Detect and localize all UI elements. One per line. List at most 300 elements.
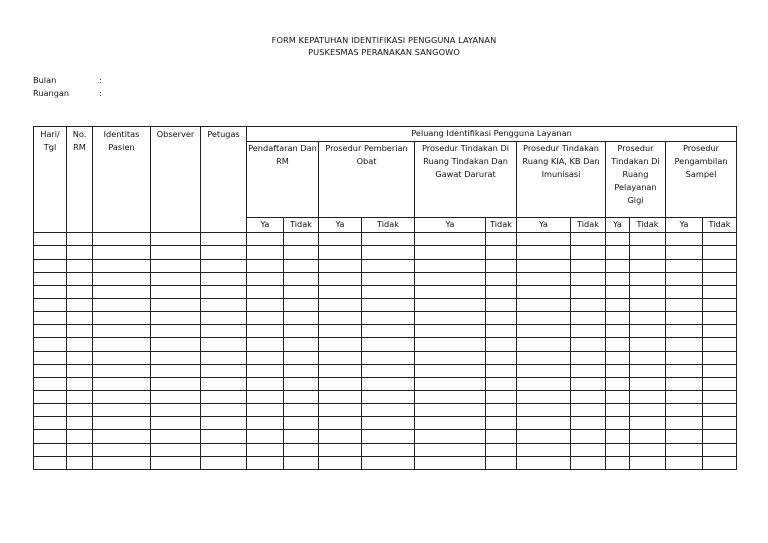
table-cell[interactable] bbox=[362, 443, 415, 456]
table-cell[interactable] bbox=[415, 456, 486, 469]
table-cell[interactable] bbox=[319, 417, 362, 430]
table-cell[interactable] bbox=[284, 364, 319, 377]
table-cell[interactable] bbox=[606, 377, 630, 390]
table-cell[interactable] bbox=[284, 246, 319, 259]
table-cell[interactable] bbox=[606, 312, 630, 325]
table-cell[interactable] bbox=[201, 338, 247, 351]
table-cell[interactable] bbox=[93, 417, 151, 430]
table-cell[interactable] bbox=[34, 338, 67, 351]
table-cell[interactable] bbox=[284, 390, 319, 403]
table-cell[interactable] bbox=[67, 404, 93, 417]
table-cell[interactable] bbox=[34, 430, 67, 443]
table-cell[interactable] bbox=[247, 272, 284, 285]
table-cell[interactable] bbox=[703, 299, 737, 312]
table-cell[interactable] bbox=[151, 404, 201, 417]
table-cell[interactable] bbox=[415, 233, 486, 246]
table-cell[interactable] bbox=[703, 272, 737, 285]
table-cell[interactable] bbox=[151, 299, 201, 312]
table-cell[interactable] bbox=[319, 259, 362, 272]
table-cell[interactable] bbox=[201, 233, 247, 246]
table-cell[interactable] bbox=[362, 456, 415, 469]
table-cell[interactable] bbox=[571, 364, 606, 377]
table-cell[interactable] bbox=[666, 259, 703, 272]
table-cell[interactable] bbox=[362, 259, 415, 272]
table-cell[interactable] bbox=[666, 299, 703, 312]
table-cell[interactable] bbox=[666, 456, 703, 469]
table-cell[interactable] bbox=[201, 272, 247, 285]
table-cell[interactable] bbox=[630, 285, 666, 298]
table-cell[interactable] bbox=[517, 417, 571, 430]
table-cell[interactable] bbox=[284, 285, 319, 298]
table-cell[interactable] bbox=[67, 259, 93, 272]
table-cell[interactable] bbox=[415, 351, 486, 364]
table-cell[interactable] bbox=[319, 233, 362, 246]
table-cell[interactable] bbox=[630, 233, 666, 246]
table-cell[interactable] bbox=[362, 404, 415, 417]
table-cell[interactable] bbox=[486, 404, 517, 417]
table-cell[interactable] bbox=[415, 404, 486, 417]
table-cell[interactable] bbox=[666, 272, 703, 285]
table-cell[interactable] bbox=[606, 285, 630, 298]
table-cell[interactable] bbox=[486, 285, 517, 298]
table-cell[interactable] bbox=[34, 325, 67, 338]
table-cell[interactable] bbox=[247, 338, 284, 351]
table-cell[interactable] bbox=[571, 390, 606, 403]
table-cell[interactable] bbox=[284, 272, 319, 285]
table-cell[interactable] bbox=[362, 390, 415, 403]
table-cell[interactable] bbox=[703, 246, 737, 259]
table-cell[interactable] bbox=[151, 456, 201, 469]
table-cell[interactable] bbox=[201, 351, 247, 364]
table-cell[interactable] bbox=[486, 377, 517, 390]
table-cell[interactable] bbox=[703, 456, 737, 469]
table-cell[interactable] bbox=[517, 312, 571, 325]
table-cell[interactable] bbox=[67, 417, 93, 430]
table-cell[interactable] bbox=[362, 338, 415, 351]
table-cell[interactable] bbox=[247, 443, 284, 456]
table-cell[interactable] bbox=[247, 246, 284, 259]
table-cell[interactable] bbox=[93, 325, 151, 338]
table-cell[interactable] bbox=[93, 351, 151, 364]
table-cell[interactable] bbox=[666, 430, 703, 443]
table-cell[interactable] bbox=[630, 417, 666, 430]
table-cell[interactable] bbox=[284, 404, 319, 417]
table-cell[interactable] bbox=[571, 351, 606, 364]
table-cell[interactable] bbox=[630, 272, 666, 285]
table-cell[interactable] bbox=[151, 338, 201, 351]
table-cell[interactable] bbox=[666, 233, 703, 246]
table-cell[interactable] bbox=[517, 456, 571, 469]
table-cell[interactable] bbox=[666, 351, 703, 364]
table-cell[interactable] bbox=[666, 246, 703, 259]
table-cell[interactable] bbox=[571, 272, 606, 285]
table-cell[interactable] bbox=[34, 299, 67, 312]
table-cell[interactable] bbox=[93, 456, 151, 469]
table-cell[interactable] bbox=[571, 259, 606, 272]
table-cell[interactable] bbox=[284, 233, 319, 246]
table-cell[interactable] bbox=[319, 272, 362, 285]
table-cell[interactable] bbox=[606, 299, 630, 312]
table-cell[interactable] bbox=[486, 443, 517, 456]
table-cell[interactable] bbox=[319, 246, 362, 259]
table-cell[interactable] bbox=[486, 299, 517, 312]
table-cell[interactable] bbox=[517, 299, 571, 312]
table-cell[interactable] bbox=[151, 233, 201, 246]
table-cell[interactable] bbox=[93, 390, 151, 403]
table-cell[interactable] bbox=[517, 364, 571, 377]
table-cell[interactable] bbox=[606, 364, 630, 377]
table-cell[interactable] bbox=[486, 430, 517, 443]
table-cell[interactable] bbox=[415, 338, 486, 351]
table-cell[interactable] bbox=[415, 272, 486, 285]
table-cell[interactable] bbox=[247, 456, 284, 469]
table-cell[interactable] bbox=[284, 443, 319, 456]
table-cell[interactable] bbox=[93, 312, 151, 325]
table-cell[interactable] bbox=[247, 430, 284, 443]
table-cell[interactable] bbox=[93, 404, 151, 417]
table-cell[interactable] bbox=[67, 351, 93, 364]
table-cell[interactable] bbox=[517, 246, 571, 259]
table-cell[interactable] bbox=[151, 312, 201, 325]
table-cell[interactable] bbox=[486, 312, 517, 325]
table-cell[interactable] bbox=[93, 299, 151, 312]
table-cell[interactable] bbox=[67, 364, 93, 377]
table-cell[interactable] bbox=[415, 312, 486, 325]
table-cell[interactable] bbox=[630, 299, 666, 312]
table-cell[interactable] bbox=[486, 246, 517, 259]
table-cell[interactable] bbox=[319, 443, 362, 456]
table-cell[interactable] bbox=[486, 456, 517, 469]
table-cell[interactable] bbox=[606, 443, 630, 456]
table-cell[interactable] bbox=[34, 456, 67, 469]
table-cell[interactable] bbox=[201, 364, 247, 377]
table-cell[interactable] bbox=[34, 364, 67, 377]
table-cell[interactable] bbox=[517, 338, 571, 351]
table-cell[interactable] bbox=[666, 325, 703, 338]
table-cell[interactable] bbox=[666, 338, 703, 351]
table-cell[interactable] bbox=[247, 299, 284, 312]
table-cell[interactable] bbox=[67, 456, 93, 469]
table-cell[interactable] bbox=[93, 285, 151, 298]
table-cell[interactable] bbox=[630, 364, 666, 377]
table-cell[interactable] bbox=[93, 377, 151, 390]
table-cell[interactable] bbox=[151, 246, 201, 259]
table-cell[interactable] bbox=[630, 377, 666, 390]
table-cell[interactable] bbox=[201, 299, 247, 312]
table-cell[interactable] bbox=[666, 285, 703, 298]
table-cell[interactable] bbox=[247, 285, 284, 298]
table-cell[interactable] bbox=[606, 417, 630, 430]
table-cell[interactable] bbox=[703, 417, 737, 430]
table-cell[interactable] bbox=[319, 351, 362, 364]
table-cell[interactable] bbox=[571, 325, 606, 338]
table-cell[interactable] bbox=[606, 246, 630, 259]
table-cell[interactable] bbox=[362, 364, 415, 377]
table-cell[interactable] bbox=[151, 377, 201, 390]
table-cell[interactable] bbox=[486, 259, 517, 272]
table-cell[interactable] bbox=[319, 325, 362, 338]
table-cell[interactable] bbox=[247, 364, 284, 377]
table-cell[interactable] bbox=[630, 338, 666, 351]
table-cell[interactable] bbox=[606, 233, 630, 246]
table-cell[interactable] bbox=[517, 285, 571, 298]
table-cell[interactable] bbox=[93, 443, 151, 456]
table-cell[interactable] bbox=[247, 259, 284, 272]
table-cell[interactable] bbox=[93, 430, 151, 443]
table-cell[interactable] bbox=[67, 312, 93, 325]
table-cell[interactable] bbox=[247, 404, 284, 417]
table-cell[interactable] bbox=[571, 456, 606, 469]
table-cell[interactable] bbox=[201, 443, 247, 456]
table-cell[interactable] bbox=[571, 338, 606, 351]
table-cell[interactable] bbox=[362, 430, 415, 443]
table-cell[interactable] bbox=[201, 312, 247, 325]
table-cell[interactable] bbox=[666, 404, 703, 417]
table-cell[interactable] bbox=[93, 338, 151, 351]
table-cell[interactable] bbox=[606, 272, 630, 285]
table-cell[interactable] bbox=[362, 377, 415, 390]
table-cell[interactable] bbox=[703, 338, 737, 351]
table-cell[interactable] bbox=[201, 246, 247, 259]
table-cell[interactable] bbox=[362, 233, 415, 246]
table-cell[interactable] bbox=[571, 417, 606, 430]
table-cell[interactable] bbox=[630, 456, 666, 469]
table-cell[interactable] bbox=[34, 233, 67, 246]
table-cell[interactable] bbox=[319, 299, 362, 312]
table-cell[interactable] bbox=[201, 377, 247, 390]
table-cell[interactable] bbox=[247, 417, 284, 430]
table-cell[interactable] bbox=[67, 443, 93, 456]
table-cell[interactable] bbox=[517, 404, 571, 417]
table-cell[interactable] bbox=[703, 325, 737, 338]
table-cell[interactable] bbox=[34, 285, 67, 298]
table-cell[interactable] bbox=[67, 299, 93, 312]
table-cell[interactable] bbox=[67, 430, 93, 443]
table-cell[interactable] bbox=[34, 246, 67, 259]
table-cell[interactable] bbox=[93, 233, 151, 246]
table-cell[interactable] bbox=[67, 338, 93, 351]
table-cell[interactable] bbox=[247, 312, 284, 325]
table-cell[interactable] bbox=[415, 299, 486, 312]
table-cell[interactable] bbox=[486, 338, 517, 351]
table-cell[interactable] bbox=[415, 377, 486, 390]
table-cell[interactable] bbox=[703, 312, 737, 325]
table-cell[interactable] bbox=[284, 351, 319, 364]
table-cell[interactable] bbox=[666, 377, 703, 390]
table-cell[interactable] bbox=[67, 285, 93, 298]
table-cell[interactable] bbox=[362, 272, 415, 285]
table-cell[interactable] bbox=[415, 443, 486, 456]
table-cell[interactable] bbox=[517, 233, 571, 246]
table-cell[interactable] bbox=[319, 364, 362, 377]
table-cell[interactable] bbox=[34, 351, 67, 364]
table-cell[interactable] bbox=[517, 272, 571, 285]
table-cell[interactable] bbox=[151, 351, 201, 364]
table-cell[interactable] bbox=[93, 364, 151, 377]
table-cell[interactable] bbox=[284, 377, 319, 390]
table-cell[interactable] bbox=[517, 325, 571, 338]
table-cell[interactable] bbox=[606, 259, 630, 272]
table-cell[interactable] bbox=[571, 285, 606, 298]
table-cell[interactable] bbox=[151, 390, 201, 403]
table-cell[interactable] bbox=[247, 351, 284, 364]
table-cell[interactable] bbox=[606, 456, 630, 469]
table-cell[interactable] bbox=[517, 443, 571, 456]
table-cell[interactable] bbox=[247, 325, 284, 338]
table-cell[interactable] bbox=[34, 259, 67, 272]
table-cell[interactable] bbox=[201, 259, 247, 272]
table-cell[interactable] bbox=[517, 259, 571, 272]
table-cell[interactable] bbox=[630, 351, 666, 364]
table-cell[interactable] bbox=[666, 312, 703, 325]
table-cell[interactable] bbox=[571, 430, 606, 443]
table-cell[interactable] bbox=[34, 417, 67, 430]
table-cell[interactable] bbox=[571, 246, 606, 259]
table-cell[interactable] bbox=[34, 404, 67, 417]
table-cell[interactable] bbox=[703, 364, 737, 377]
table-cell[interactable] bbox=[247, 233, 284, 246]
table-cell[interactable] bbox=[630, 404, 666, 417]
table-cell[interactable] bbox=[362, 285, 415, 298]
table-cell[interactable] bbox=[606, 351, 630, 364]
table-cell[interactable] bbox=[319, 338, 362, 351]
table-cell[interactable] bbox=[630, 312, 666, 325]
table-cell[interactable] bbox=[284, 299, 319, 312]
table-cell[interactable] bbox=[67, 233, 93, 246]
table-cell[interactable] bbox=[606, 338, 630, 351]
table-cell[interactable] bbox=[703, 377, 737, 390]
table-cell[interactable] bbox=[606, 325, 630, 338]
table-cell[interactable] bbox=[151, 272, 201, 285]
table-cell[interactable] bbox=[703, 390, 737, 403]
table-cell[interactable] bbox=[284, 430, 319, 443]
table-cell[interactable] bbox=[703, 443, 737, 456]
table-cell[interactable] bbox=[703, 285, 737, 298]
table-cell[interactable] bbox=[34, 312, 67, 325]
table-cell[interactable] bbox=[415, 325, 486, 338]
table-cell[interactable] bbox=[606, 430, 630, 443]
table-cell[interactable] bbox=[201, 390, 247, 403]
table-cell[interactable] bbox=[151, 364, 201, 377]
table-cell[interactable] bbox=[606, 404, 630, 417]
table-cell[interactable] bbox=[151, 285, 201, 298]
table-cell[interactable] bbox=[517, 351, 571, 364]
table-cell[interactable] bbox=[67, 390, 93, 403]
table-cell[interactable] bbox=[517, 377, 571, 390]
table-cell[interactable] bbox=[67, 272, 93, 285]
table-cell[interactable] bbox=[415, 390, 486, 403]
table-cell[interactable] bbox=[571, 377, 606, 390]
table-cell[interactable] bbox=[630, 259, 666, 272]
table-cell[interactable] bbox=[319, 312, 362, 325]
table-cell[interactable] bbox=[666, 417, 703, 430]
table-cell[interactable] bbox=[703, 259, 737, 272]
table-cell[interactable] bbox=[362, 299, 415, 312]
table-cell[interactable] bbox=[486, 417, 517, 430]
table-cell[interactable] bbox=[93, 272, 151, 285]
table-cell[interactable] bbox=[666, 364, 703, 377]
table-cell[interactable] bbox=[486, 233, 517, 246]
table-cell[interactable] bbox=[362, 417, 415, 430]
table-cell[interactable] bbox=[571, 404, 606, 417]
table-cell[interactable] bbox=[284, 456, 319, 469]
table-cell[interactable] bbox=[319, 390, 362, 403]
table-cell[interactable] bbox=[486, 325, 517, 338]
table-cell[interactable] bbox=[284, 312, 319, 325]
table-cell[interactable] bbox=[703, 233, 737, 246]
table-cell[interactable] bbox=[415, 430, 486, 443]
table-cell[interactable] bbox=[34, 272, 67, 285]
table-cell[interactable] bbox=[630, 390, 666, 403]
table-cell[interactable] bbox=[151, 430, 201, 443]
table-cell[interactable] bbox=[151, 259, 201, 272]
table-cell[interactable] bbox=[67, 246, 93, 259]
table-cell[interactable] bbox=[415, 246, 486, 259]
table-cell[interactable] bbox=[34, 443, 67, 456]
table-cell[interactable] bbox=[201, 430, 247, 443]
table-cell[interactable] bbox=[201, 285, 247, 298]
table-cell[interactable] bbox=[703, 351, 737, 364]
table-cell[interactable] bbox=[247, 377, 284, 390]
table-cell[interactable] bbox=[151, 325, 201, 338]
table-cell[interactable] bbox=[571, 312, 606, 325]
table-cell[interactable] bbox=[319, 404, 362, 417]
table-cell[interactable] bbox=[93, 259, 151, 272]
table-cell[interactable] bbox=[486, 364, 517, 377]
table-cell[interactable] bbox=[284, 325, 319, 338]
table-cell[interactable] bbox=[517, 390, 571, 403]
table-cell[interactable] bbox=[319, 456, 362, 469]
table-cell[interactable] bbox=[415, 285, 486, 298]
table-cell[interactable] bbox=[517, 430, 571, 443]
table-cell[interactable] bbox=[362, 246, 415, 259]
table-cell[interactable] bbox=[703, 430, 737, 443]
table-cell[interactable] bbox=[284, 417, 319, 430]
table-cell[interactable] bbox=[415, 364, 486, 377]
table-cell[interactable] bbox=[247, 390, 284, 403]
table-cell[interactable] bbox=[151, 417, 201, 430]
table-cell[interactable] bbox=[284, 259, 319, 272]
table-cell[interactable] bbox=[201, 417, 247, 430]
table-cell[interactable] bbox=[571, 233, 606, 246]
table-cell[interactable] bbox=[630, 443, 666, 456]
table-cell[interactable] bbox=[93, 246, 151, 259]
table-cell[interactable] bbox=[486, 272, 517, 285]
table-cell[interactable] bbox=[34, 390, 67, 403]
table-cell[interactable] bbox=[319, 285, 362, 298]
table-cell[interactable] bbox=[571, 299, 606, 312]
table-cell[interactable] bbox=[630, 325, 666, 338]
table-cell[interactable] bbox=[151, 443, 201, 456]
table-cell[interactable] bbox=[319, 430, 362, 443]
table-cell[interactable] bbox=[630, 246, 666, 259]
table-cell[interactable] bbox=[362, 312, 415, 325]
table-cell[interactable] bbox=[362, 351, 415, 364]
table-cell[interactable] bbox=[666, 443, 703, 456]
table-cell[interactable] bbox=[319, 377, 362, 390]
table-cell[interactable] bbox=[415, 417, 486, 430]
table-cell[interactable] bbox=[486, 390, 517, 403]
table-cell[interactable] bbox=[703, 404, 737, 417]
table-cell[interactable] bbox=[666, 390, 703, 403]
table-cell[interactable] bbox=[201, 404, 247, 417]
table-cell[interactable] bbox=[486, 351, 517, 364]
table-cell[interactable] bbox=[284, 338, 319, 351]
table-cell[interactable] bbox=[67, 325, 93, 338]
table-cell[interactable] bbox=[34, 377, 67, 390]
table-cell[interactable] bbox=[67, 377, 93, 390]
table-cell[interactable] bbox=[362, 325, 415, 338]
